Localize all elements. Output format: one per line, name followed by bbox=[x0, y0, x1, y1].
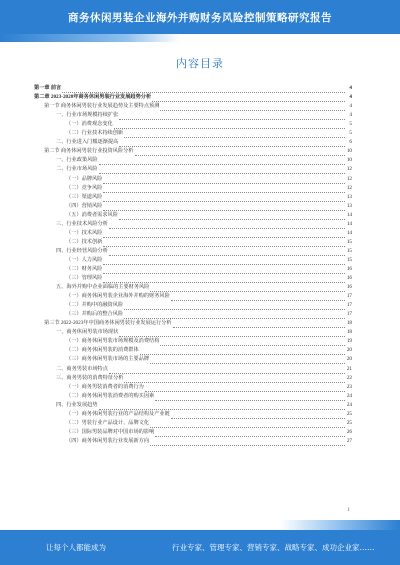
footer-roles: 行业专家、管理专家、营销专家、战略专家、成功企业家…… bbox=[172, 543, 375, 552]
toc-leader-dots bbox=[124, 312, 345, 319]
toc-entry-page: 16 bbox=[346, 284, 352, 291]
toc-entry[interactable] bbox=[34, 93, 352, 102]
toc-entry-text: 一、行业市场规模持续扩张 bbox=[56, 112, 119, 119]
toc-entry-page: 12 bbox=[346, 175, 352, 182]
footer-decoration bbox=[0, 520, 400, 530]
toc-entry[interactable] bbox=[34, 220, 352, 229]
toc-entry-page: 18 bbox=[346, 320, 352, 327]
toc-entry[interactable] bbox=[34, 328, 352, 337]
toc-entry-text: （一）品牌风险 bbox=[66, 175, 103, 182]
footer-slogan: 让每个人都能成为 bbox=[46, 543, 106, 552]
toc-entry-page: 15 bbox=[346, 256, 352, 263]
toc-entry-page: 17 bbox=[346, 302, 352, 309]
toc-entry-page: 23 bbox=[346, 383, 352, 390]
toc-entry-text: 四、行业经营风险分析 bbox=[56, 247, 108, 254]
toc-entry-text: 五、海外并购中企业面临的主要财务风险 bbox=[56, 284, 150, 291]
toc-entry-page: 6 bbox=[349, 139, 352, 146]
toc-leader-dots bbox=[173, 321, 345, 328]
toc-entry-text: 二、行业进入门槛逐渐提高 bbox=[56, 139, 119, 146]
toc-leader-dots bbox=[155, 394, 345, 401]
toc-entry[interactable] bbox=[34, 319, 352, 328]
toc-leader-dots bbox=[160, 339, 345, 346]
toc-entry-page: 13 bbox=[346, 193, 352, 200]
toc-entry-text: （五）消费者需求风险 bbox=[66, 211, 118, 218]
toc-leader-dots bbox=[103, 276, 345, 283]
toc-entry-page: 27 bbox=[346, 437, 352, 444]
header-decoration bbox=[0, 34, 180, 42]
toc-entry[interactable] bbox=[34, 364, 352, 373]
toc-entry-page: 17 bbox=[346, 293, 352, 300]
toc-entry-text: 四、行业发展趋势 bbox=[56, 401, 98, 408]
toc-entry-page: 12 bbox=[346, 166, 352, 173]
toc-leader-dots bbox=[145, 385, 345, 392]
toc-leader-dots bbox=[99, 403, 345, 410]
toc-entry-page: 15 bbox=[346, 238, 352, 245]
toc-entry-text: （三）商务休闲男装市场的主要品牌 bbox=[66, 356, 150, 363]
toc-entry[interactable] bbox=[34, 374, 352, 383]
toc-leader-dots bbox=[160, 104, 345, 111]
toc-entry-text: （二）行业技术持续创新 bbox=[66, 130, 124, 137]
toc-entry-page: 5 bbox=[349, 121, 352, 128]
toc-entry-text: 第二章 2023-2028年商务休闲男装行业发展趋势分析 bbox=[34, 94, 152, 101]
toc-leader-dots bbox=[103, 240, 345, 247]
toc-entry[interactable] bbox=[34, 310, 352, 319]
toc-entry-text: 一、行业政策风险 bbox=[56, 157, 98, 164]
toc-entry[interactable] bbox=[34, 174, 352, 183]
toc-entry-page: 26 bbox=[346, 428, 352, 435]
toc-entry-text: （三）管理风险 bbox=[66, 275, 103, 282]
toc-entry[interactable] bbox=[34, 410, 352, 419]
toc-entry-text: （二）男装行业产品设计、品牌文化 bbox=[66, 419, 150, 426]
toc-entry-page: 4 bbox=[349, 85, 352, 92]
toc-entry-text: 二、商务男装市场特点 bbox=[56, 365, 108, 372]
page-number: 1 bbox=[347, 508, 350, 513]
toc-entry-page: 10 bbox=[346, 148, 352, 155]
toc-entry-text: （一）人力风险 bbox=[66, 256, 103, 263]
toc-entry-page: 25 bbox=[346, 410, 352, 417]
toc-leader-dots bbox=[155, 430, 345, 437]
toc-entry[interactable] bbox=[34, 283, 352, 292]
toc-entry-page: 15 bbox=[346, 247, 352, 254]
toc-entry-text: （三）并购后的整合风险 bbox=[66, 311, 124, 318]
toc-entry[interactable] bbox=[34, 274, 352, 283]
toc-leader-dots bbox=[103, 258, 345, 265]
toc-entry-page: 20 bbox=[346, 347, 352, 354]
toc-entry-text: （一）技术风险 bbox=[66, 229, 103, 236]
toc-entry[interactable] bbox=[34, 147, 352, 156]
toc-entry-page: 14 bbox=[346, 220, 352, 227]
toc-entry-page: 4 bbox=[349, 112, 352, 119]
toc-leader-dots bbox=[103, 231, 345, 238]
toc-entry[interactable] bbox=[34, 437, 352, 446]
toc-leader-dots bbox=[150, 357, 345, 364]
toc-leader-dots bbox=[140, 348, 345, 355]
toc-leader-dots bbox=[103, 186, 345, 193]
toc-entry[interactable] bbox=[34, 202, 352, 211]
toc-entry[interactable] bbox=[34, 211, 352, 220]
footer-band bbox=[0, 530, 400, 565]
toc-entry[interactable] bbox=[34, 120, 352, 129]
toc-leader-dots bbox=[152, 95, 345, 102]
toc-leader-dots bbox=[124, 131, 345, 138]
toc-leader-dots bbox=[99, 167, 345, 174]
document-title: 商务休闲男装企业海外并购财务风险控制策略研究报告 bbox=[68, 11, 332, 24]
toc-leader-dots bbox=[119, 113, 345, 120]
toc-entry-text: （二）商务休闲男装的消费群体 bbox=[66, 347, 139, 354]
toc-entry-text: （二）商务休闲男装消费者的购买因素 bbox=[66, 392, 155, 399]
toc-entry-page: 24 bbox=[346, 401, 352, 408]
toc-leader-dots bbox=[99, 158, 345, 165]
toc-entry-text: 第一章 前言 bbox=[34, 85, 62, 92]
toc-leader-dots bbox=[62, 86, 345, 93]
toc-entry-page: 14 bbox=[346, 211, 352, 218]
toc-entry[interactable] bbox=[34, 392, 352, 401]
toc-entry-text: （一）商务休闲男装企业海外并购的财务风险 bbox=[66, 293, 170, 300]
toc-entry[interactable] bbox=[34, 383, 352, 392]
toc-entry-page: 19 bbox=[346, 338, 352, 345]
toc-entry-text: （二）技术创新 bbox=[66, 238, 103, 245]
toc-entry-text: 二、行业市场风险 bbox=[56, 166, 98, 173]
toc-entry-page: 17 bbox=[346, 311, 352, 318]
toc-leader-dots bbox=[114, 122, 345, 129]
toc-entry-text: （四）商务休闲男装行业发展新方向 bbox=[66, 437, 150, 444]
toc-entry[interactable] bbox=[34, 84, 352, 93]
toc-entry[interactable] bbox=[34, 111, 352, 120]
toc-entry[interactable] bbox=[34, 247, 352, 256]
toc-entry-page: 24 bbox=[346, 392, 352, 399]
toc-leader-dots bbox=[135, 149, 346, 156]
toc-entry[interactable] bbox=[34, 184, 352, 193]
toc-entry[interactable] bbox=[34, 102, 352, 111]
toc-heading: 内容目录 bbox=[176, 57, 224, 70]
toc-leader-dots bbox=[103, 204, 345, 211]
toc-entry-page: 16 bbox=[346, 265, 352, 272]
toc-leader-dots bbox=[150, 285, 345, 292]
toc-entry-text: 一、商务休闲男装市场现状 bbox=[56, 329, 119, 336]
toc-leader-dots bbox=[103, 177, 345, 184]
toc-entry-text: （一）消费观念变化 bbox=[66, 121, 113, 128]
toc-entry-page: 10 bbox=[346, 157, 352, 164]
toc-leader-dots bbox=[109, 222, 345, 229]
toc-entry[interactable] bbox=[34, 238, 352, 247]
toc-entry-text: （一）商务休闲男装行业的产品结构及产业链 bbox=[66, 410, 170, 417]
toc-entry-page: 14 bbox=[346, 229, 352, 236]
toc-entry[interactable] bbox=[34, 165, 352, 174]
toc-entry[interactable] bbox=[34, 428, 352, 437]
toc-entry[interactable] bbox=[34, 156, 352, 165]
toc-leader-dots bbox=[150, 439, 345, 446]
toc-entry-page: 16 bbox=[346, 275, 352, 282]
toc-leader-dots bbox=[103, 267, 345, 274]
toc-entry-page: 4 bbox=[349, 103, 352, 110]
toc-entry-page: 13 bbox=[346, 202, 352, 209]
toc-entry[interactable] bbox=[34, 193, 352, 202]
toc-entry[interactable] bbox=[34, 265, 352, 274]
toc-entry[interactable] bbox=[34, 301, 352, 310]
toc-entry-page: 4 bbox=[349, 94, 352, 101]
toc-entry-text: 三、商务男装的消费特征分析 bbox=[56, 374, 124, 381]
toc-entry-text: （二）财务风险 bbox=[66, 265, 103, 272]
toc-entry-page: 12 bbox=[346, 184, 352, 191]
toc-entry-page: 5 bbox=[349, 130, 352, 137]
toc-leader-dots bbox=[119, 140, 345, 147]
toc-entry-text: 第二节 商务休闲男装行业投资风险分析 bbox=[44, 148, 134, 155]
toc-entry-text: 第三节 2022-2023年中国商务休闲男装行业发展运行分析 bbox=[44, 320, 172, 327]
toc-entry-page: 25 bbox=[346, 419, 352, 426]
toc-entry-text: （二）并购中的融资风险 bbox=[66, 302, 124, 309]
toc-entry-text: 第一节 商务休闲男装行业发展趋势及主要特点预测 bbox=[44, 103, 160, 110]
toc-entry-text: （三）渠道风险 bbox=[66, 193, 103, 200]
header-band bbox=[0, 0, 400, 34]
toc-leader-dots bbox=[103, 195, 345, 202]
toc-entry[interactable] bbox=[34, 129, 352, 138]
toc-leader-dots bbox=[171, 294, 345, 301]
toc-entry-page: 22 bbox=[346, 374, 352, 381]
toc-leader-dots bbox=[119, 213, 345, 220]
toc-leader-dots bbox=[124, 376, 345, 383]
toc-entry[interactable] bbox=[34, 419, 352, 428]
toc-leader-dots bbox=[109, 249, 345, 256]
toc-leader-dots bbox=[171, 412, 345, 419]
toc-entry-text: （四）营销风险 bbox=[66, 202, 103, 209]
toc-leader-dots bbox=[150, 421, 345, 428]
toc-entry-text: （一）商务休闲男装市场规模及消费结构 bbox=[66, 338, 160, 345]
toc-entry-page: 21 bbox=[346, 365, 352, 372]
toc-entry-text: （二）竞争风险 bbox=[66, 184, 103, 191]
table-of-contents bbox=[34, 84, 352, 446]
toc-entry-page: 20 bbox=[346, 356, 352, 363]
toc-entry[interactable] bbox=[34, 256, 352, 265]
toc-entry-text: （三）国际男装品牌对中国市场的影响 bbox=[66, 428, 155, 435]
toc-entry-text: 三、行业技术风险分析 bbox=[56, 220, 108, 227]
toc-entry-page: 18 bbox=[346, 329, 352, 336]
toc-entry[interactable] bbox=[34, 346, 352, 355]
toc-entry-text: （一）商务男装消费者的消费行为 bbox=[66, 383, 144, 390]
toc-leader-dots bbox=[109, 367, 345, 374]
toc-entry[interactable] bbox=[34, 292, 352, 301]
toc-entry[interactable] bbox=[34, 401, 352, 410]
toc-entry[interactable] bbox=[34, 138, 352, 147]
toc-leader-dots bbox=[124, 303, 345, 310]
toc-leader-dots bbox=[119, 330, 345, 337]
toc-entry[interactable] bbox=[34, 355, 352, 364]
toc-entry[interactable] bbox=[34, 229, 352, 238]
toc-entry[interactable] bbox=[34, 337, 352, 346]
